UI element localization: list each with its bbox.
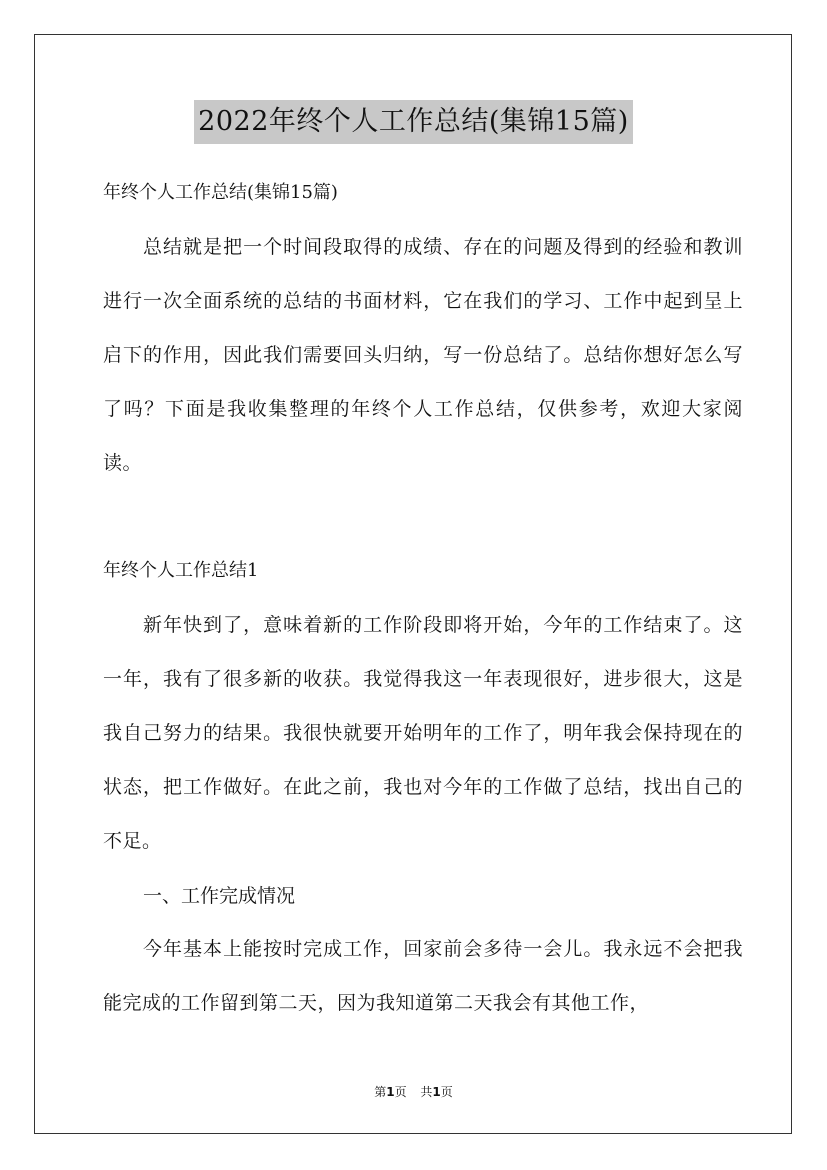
total-number: 1 [432, 1085, 441, 1099]
section-title: 年终个人工作总结1 [103, 560, 259, 581]
page-number: 1 [386, 1085, 395, 1099]
document-subtitle: 年终个人工作总结(集锦15篇) [103, 182, 338, 203]
total-suffix: 页 [440, 1085, 453, 1099]
title-container [0, 100, 827, 144]
intro-paragraph: 总结就是把一个时间段取得的成绩、存在的问题及得到的经验和教训进行一次全面系统的总结的书面材料，它在我们的学习、工作中起到呈上启下的作用，因此我们需要回头归纳，写一份总结了。总结你想好怎么写了吗？下面是我收集整理的年终个人工作总结，仅供参考，欢迎大家阅读。 [103, 236, 743, 474]
section-paragraph: 新年快到了，意味着新的工作阶段即将开始，今年的工作结束了。这一年，我有了很多新的收获。我觉得我这一年表现很好，进步很大，这是我自己努力的结果。我很快就要开始明年的工作了，明年我会保持现在的状态，把工作做好。在此之前，我也对今年的工作做了总结，找出自己的不足。 [103, 614, 743, 852]
page-suffix: 页 [394, 1085, 407, 1099]
heading-work-completion: 一、工作完成情况 [143, 885, 296, 907]
total-prefix: 共 [420, 1085, 433, 1099]
document-title: 2022年终个人工作总结(集锦15篇) [194, 100, 633, 144]
work-completion-paragraph: 今年基本上能按时完成工作，回家前会多待一会儿。我永远不会把我能完成的工作留到第二天，因为我知道第二天我会有其他工作， [103, 938, 743, 1014]
page-footer [0, 1083, 827, 1100]
page-prefix: 第 [374, 1085, 387, 1099]
